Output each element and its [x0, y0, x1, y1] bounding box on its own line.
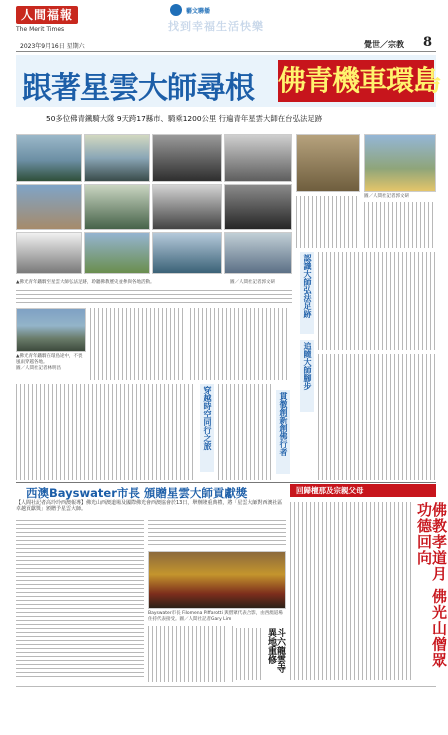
article2-caption: Bayswater市長 Filomena Piffarotti 與僧眾代表合影，由西澳道場住持代表接受。圖／人間社記者Gary Lim: [148, 611, 283, 622]
photo-11: [152, 232, 222, 274]
column3-title: [415, 502, 448, 680]
article1-text-col1: [90, 308, 186, 380]
photo-collage: [16, 134, 292, 306]
slogan-badge: [170, 4, 182, 16]
photo-4-bw: [224, 134, 292, 182]
side-heading-c-text: 穿越時空同行之旅: [203, 386, 212, 450]
side-heading-a-text: 認識大師弘法足跡: [303, 254, 312, 318]
article2-text-left: [16, 520, 144, 680]
article2-title: 西澳Bayswater市長 頒贈星雲大師貢獻獎: [26, 486, 248, 500]
article2-sidebar-text: [236, 628, 262, 680]
headline-part1: 跟著星雲大師尋根: [22, 71, 254, 106]
rider-caption: ▲佛光青年鐵騎在環島途中，不畏風雨穿越各地。: [16, 354, 83, 365]
bottom-rule: [16, 686, 436, 687]
right-text-a: [296, 196, 360, 248]
side-heading-a: [300, 252, 314, 334]
photo-collage-caption: ▲佛光青年鐵騎至星雲大師弘法足跡，聆聽佛教歷史並參與各地活動。: [16, 280, 155, 285]
article1-text-col4: [218, 384, 274, 480]
section-divider: [16, 482, 436, 483]
side-heading-d-text: 貫徹創新創佛行者: [279, 392, 288, 456]
article2-sidebar-title: 斗六龍雲寺 異地重修: [266, 628, 285, 673]
rider-photo: [16, 308, 86, 352]
photo-2: [84, 134, 150, 182]
photo-3-bw: [152, 134, 222, 182]
photo-7-bw: [152, 184, 222, 230]
side-heading-b: [300, 340, 314, 412]
slogan-tag: 藝文聯播: [186, 8, 211, 15]
section-label: 覺世／宗教: [364, 40, 404, 49]
photo-5: [16, 184, 82, 230]
logo-text: 人間福報: [20, 8, 73, 22]
photo-6: [84, 184, 150, 230]
headline-part2: [278, 60, 441, 102]
article2-text-right: [148, 520, 286, 548]
column3-text: [290, 502, 412, 680]
article2-lead: 【人間社記者高玲玲西澳報導】佛光山西澳道場及國際佛光會西澳協會於13日，舉辦隆重典禮，將「星雲大師對西澳社區卓越貢獻獎」頒贈予星雲大師。: [16, 500, 283, 512]
side-heading-b-text: 追隨大師腳步: [303, 342, 312, 390]
column3-banner: [290, 484, 436, 497]
photo-1: [16, 134, 82, 182]
photo-12: [224, 232, 292, 274]
column3-banner-text: 回歸檀那及宗親父母: [296, 486, 364, 495]
photo-collage-credit: 圖／人間社記者郭文研: [230, 280, 275, 285]
article2-text-bottom: [148, 626, 228, 682]
photo-collage-text-block: [16, 290, 292, 304]
headline-part2-text: 佛青機車環島: [278, 64, 441, 97]
logo: [16, 6, 78, 24]
subheadline: 50多位佛青鐵騎大隊 9天跨17縣市、騎乘1200公里 行遍青年星雲大師在台弘法足跡: [46, 114, 323, 123]
photo-8-bw: [224, 184, 292, 230]
masthead-rule: [16, 51, 436, 52]
page-number: 8: [423, 35, 433, 50]
column3-title-text: 佛教孝道月 佛光山僧眾功德回向: [415, 502, 448, 669]
right-photo-1: [296, 134, 360, 192]
article2-sidebar: [232, 626, 286, 682]
publish-date: 2023年9月16日 星期六: [20, 43, 85, 50]
masthead: [0, 0, 440, 52]
slogan-text: 找到幸福生活快樂: [168, 20, 264, 33]
right-photo-2: [364, 134, 436, 192]
right-text-c: [318, 252, 436, 350]
rider-credit: 圖／人間社記者林明昌: [16, 366, 61, 371]
article1-text-col2: [190, 308, 290, 380]
photo-10: [84, 232, 150, 274]
side-heading-c: [200, 384, 214, 472]
side-heading-d: [276, 390, 290, 474]
logo-english: The Merit Times: [16, 26, 65, 33]
photo-9-bw: [16, 232, 82, 274]
right-text-b: [364, 202, 436, 248]
right-text-d: [318, 354, 436, 480]
article2-photo: [148, 551, 286, 609]
right-photo-credit: 圖／人間社記者郭文研: [364, 194, 409, 199]
headline-band: [16, 55, 441, 107]
article1-text-col3: [16, 384, 196, 480]
